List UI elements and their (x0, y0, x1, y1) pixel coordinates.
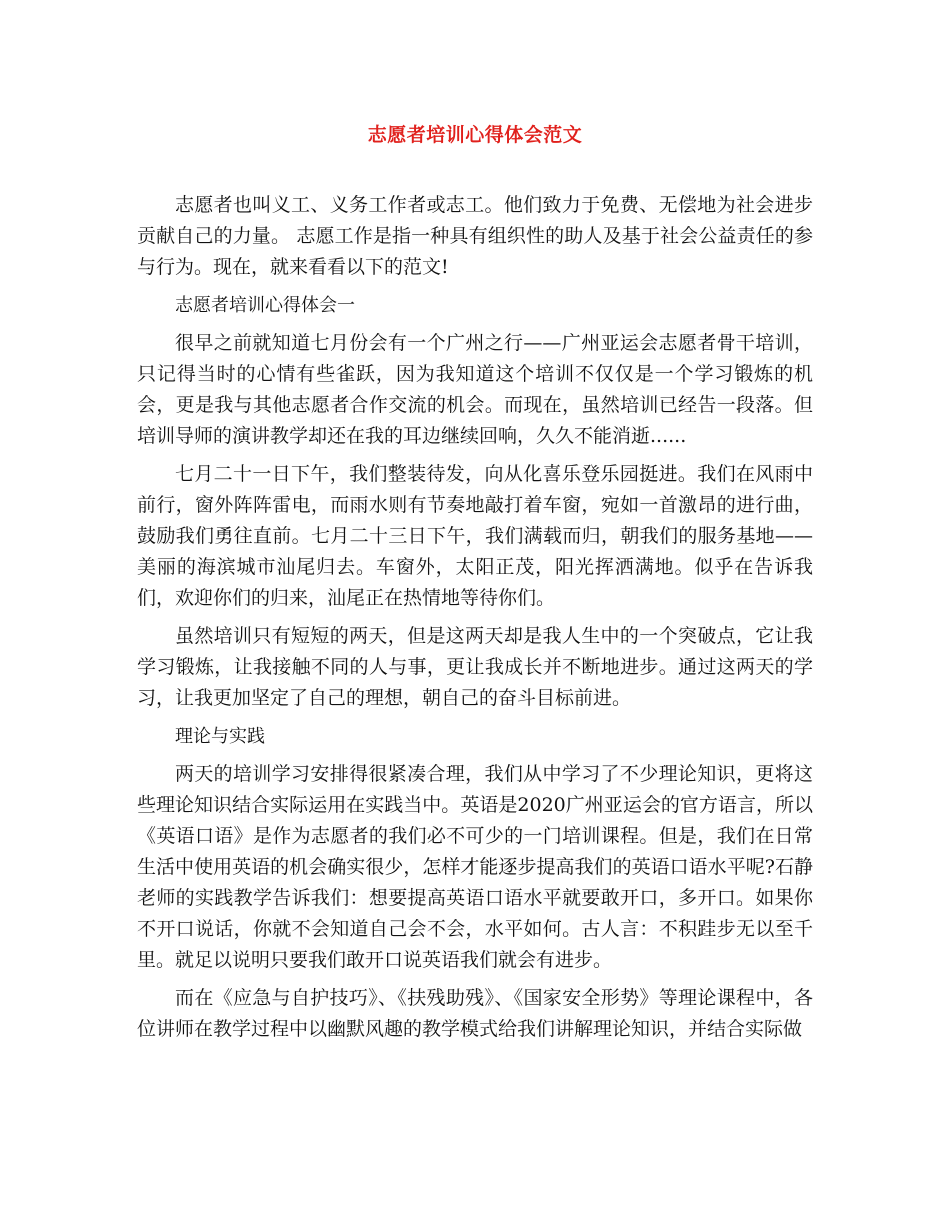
body-paragraph: 很早之前就知道七月份会有一个广州之行——广州亚运会志愿者骨干培训，只记得当时的心情有些雀跃，因为我知道这个培训不仅仅是一个学习锻炼的机会，更是我与其他志愿者合作交流的机会。而现在，虽然培训已经告一段落。但培训导师的演讲教学却还在我的耳边继续回响，久久不能消逝...... (137, 332, 813, 447)
body-paragraph: 七月二十一日下午，我们整装待发，向从化喜乐登乐园挺进。我们在风雨中前行，窗外阵阵雷电，而雨水则有节奏地敲打着车窗，宛如一首激昂的进行曲，鼓励我们勇往直前。七月二十三日下午，我们满载而归，朝我们的服务基地——美丽的海滨城市汕尾归去。车窗外，太阳正茂，阳光挥洒满地。似乎在告诉我们，欢迎你们的归来，汕尾正在热情地等待你们。 (137, 463, 813, 609)
document-title: 志愿者培训心得体会范文 (367, 124, 583, 146)
section-heading: 理论与实践 (175, 726, 265, 747)
section-heading: 志愿者培训心得体会一 (175, 295, 355, 316)
body-paragraph: 虽然培训只有短短的两天，但是这两天却是我人生中的一个突破点，它让我学习锻炼，让我接触不同的人与事，更让我成长并不断地进步。通过这两天的学习，让我更加坚定了自己的理想，朝自己的奋斗目标前进。 (137, 625, 813, 709)
document-body (137, 190, 813, 1052)
body-paragraph: 而在《应急与自护技巧》、《扶残助残》、《国家安全形势》等理论课程中，各位讲师在教学过程中以幽默风趣的教学模式给我们讲解理论知识，并结合实际做 (137, 987, 813, 1040)
body-paragraph: 两天的培训学习安排得很紧凑合理，我们从中学习了不少理论知识，更将这些理论知识结合实际运用在实践当中。英语是2020广州亚运会的官方语言，所以《英语口语》是作为志愿者的我们必不可少的一门培训课程。但是，我们在日常生活中使用英语的机会确实很少，怎样才能逐步提高我们的英语口语水平呢?石静老师的实践教学告诉我们：想要提高英语口语水平就要敢开口，多开口。如果你不开口说话，你就不会知道自己会不会，水平如何。古人言：不积跬步无以至千里。就足以说明只要我们敢开口说英语我们就会有进步。 (137, 763, 813, 971)
intro-paragraph: 志愿者也叫义工、义务工作者或志工。他们致力于免费、无偿地为社会进步贡献自己的力量。 志愿工作是指一种具有组织性的助人及基于社会公益责任的参与行为。现在，就来看看以下的范文! (137, 194, 813, 278)
